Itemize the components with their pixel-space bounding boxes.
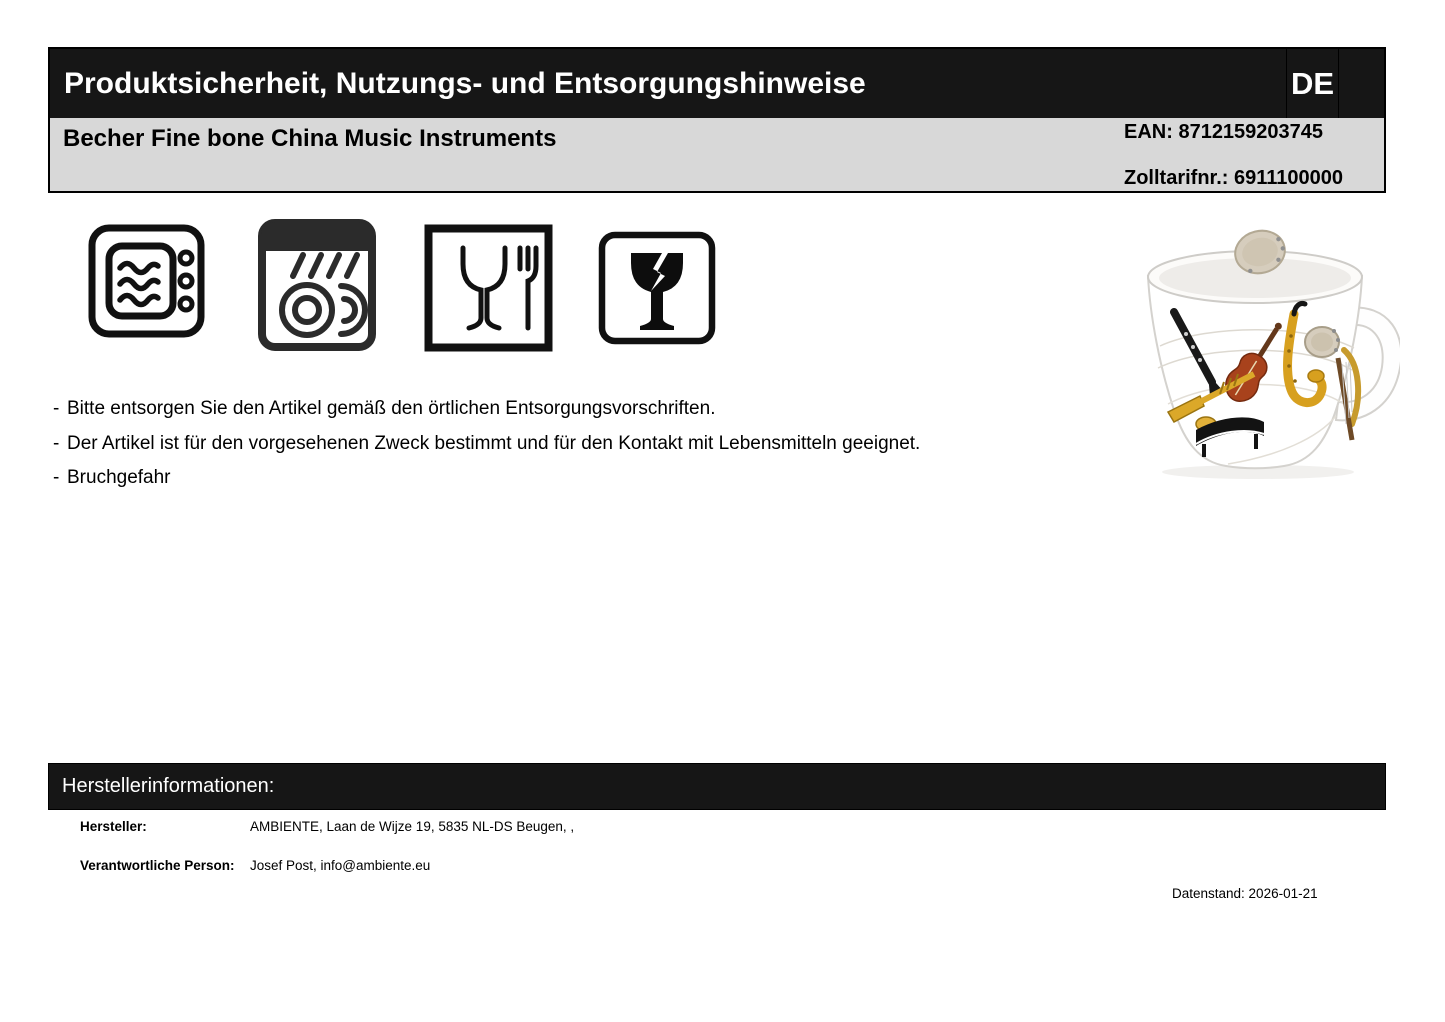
product-band [50,118,1384,191]
product-image [1108,216,1400,484]
header [48,47,1386,193]
dash-marker: - [53,398,60,419]
responsible-person-label: Verantwortliche Person: [80,858,235,873]
dash-marker: - [53,467,60,488]
manufacturer-label: Hersteller: [80,819,147,834]
note-item [53,427,1063,462]
dash-marker: - [53,432,60,454]
note-text: Der Artikel ist für den vorgesehenen Zweck bestimmt und für den Kontakt mit Lebensmitteln geeignet. [67,432,921,454]
microwave-safe-icon [88,224,205,338]
manufacturer-heading: Herstellerinformationen: [62,775,275,797]
tariff-number: Zolltarifnr.: 6911100000 [1124,167,1344,189]
page-title: Produktsicherheit, Nutzungs- und Entsorgungshinweise [64,67,866,100]
food-contact-safe-icon [424,224,553,352]
responsible-person-row [80,858,980,876]
note-item [53,392,1063,427]
usage-notes [53,392,1063,496]
manufacturer-value: AMBIENTE, Laan de Wijze 19, 5835 NL-DS Beugen, , [250,819,575,834]
dishwasher-safe-icon [257,218,377,352]
note-item [53,461,1063,496]
language-badge: DE [1286,49,1339,118]
manufacturer-row [80,819,980,837]
fragile-broken-glass-icon [598,231,716,345]
responsible-person-value: Josef Post, info@ambiente.eu [250,858,431,873]
note-text: Bitte entsorgen Sie den Artikel gemäß den örtlichen Entsorgungsvorschriften. [67,398,716,419]
manufacturer-bar [48,763,1386,810]
note-text: Bruchgefahr [67,467,171,488]
title-bar [50,49,1384,118]
ean-number: EAN: 8712159203745 [1124,121,1324,143]
data-status-date: Datenstand: 2026-01-21 [1172,886,1318,901]
product-name: Becher Fine bone China Music Instruments [63,125,557,152]
